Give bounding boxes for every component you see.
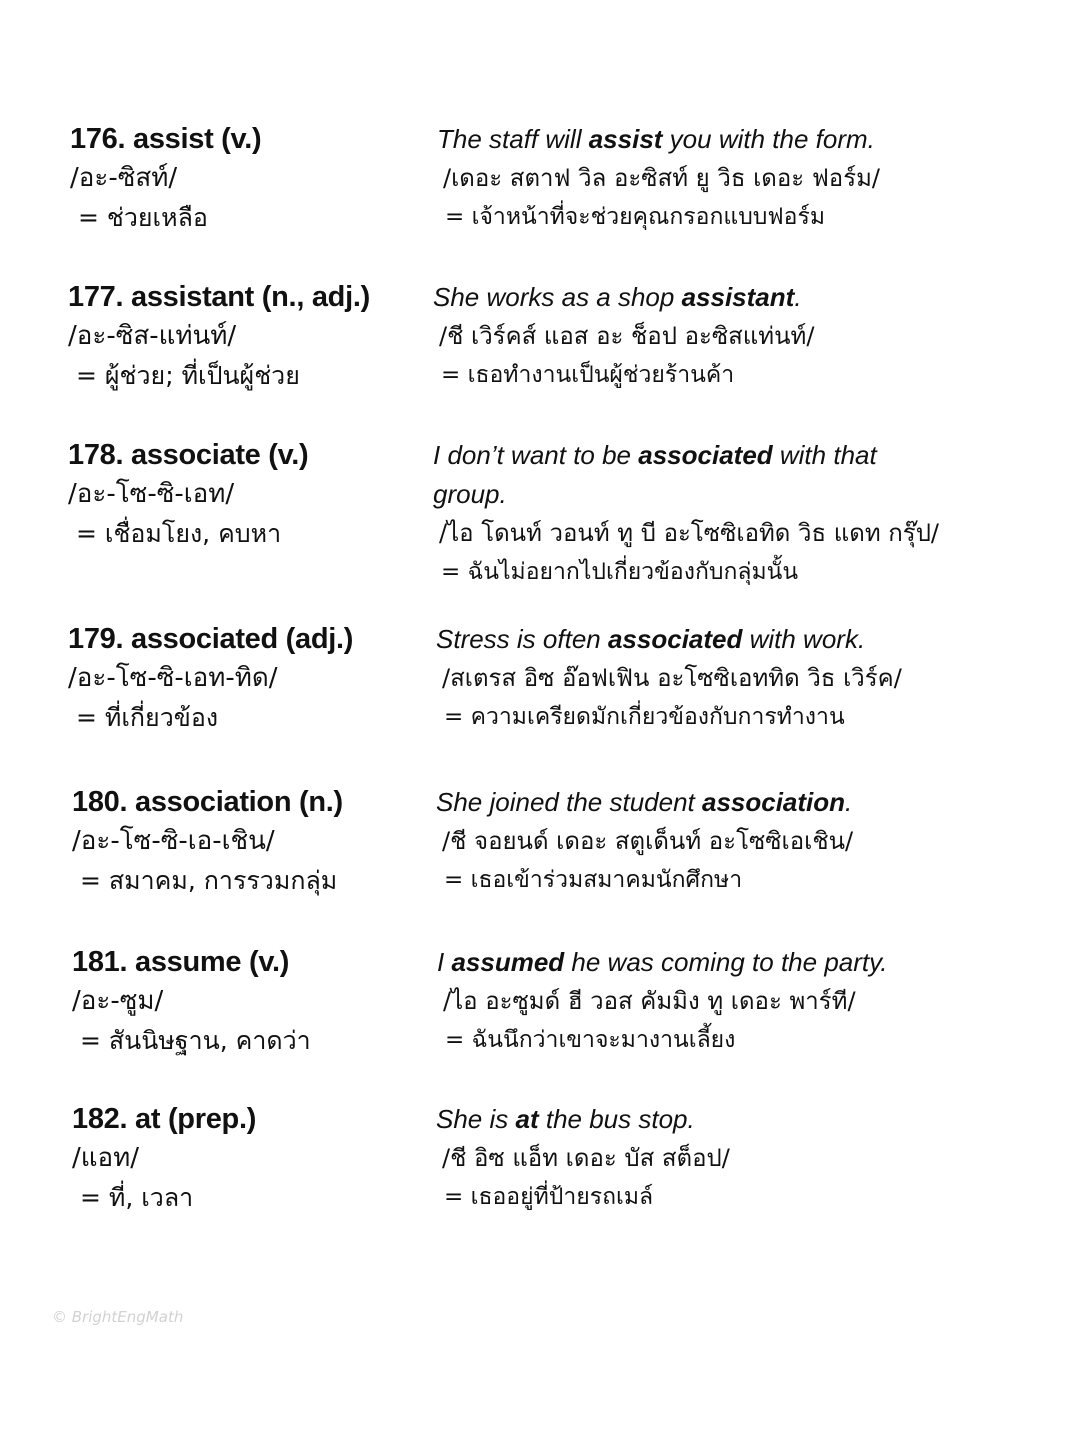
example-sentence: She joined the student association. (436, 787, 853, 817)
word-column (72, 1100, 412, 1218)
headword: 182. at (prep.) (72, 1103, 257, 1135)
example-pronunciation: /ชี จอยนด์ เดอะ สตูเด็นท์ อะโซซิเอเชิน/ (442, 827, 854, 855)
example-sentence: I don’t want to be associated with that group. (433, 440, 877, 509)
example-sentence: She is at the bus stop. (436, 1104, 695, 1134)
example-meaning: = เธอทำงานเป็นผู้ช่วยร้านค้า (441, 362, 735, 388)
word-column (72, 943, 412, 1061)
example-meaning: = ฉันนึกว่าเขาจะมางานเลี้ยง (445, 1027, 736, 1053)
example-column (436, 783, 996, 899)
meaning: = ผู้ช่วย; ที่เป็นผู้ช่วย (76, 361, 300, 390)
example-column (433, 278, 993, 394)
example-column (437, 120, 997, 236)
headword: 180. association (n.) (72, 786, 343, 818)
highlighted-word: association (701, 787, 846, 817)
highlighted-word: assistant (681, 282, 795, 312)
example-column (433, 436, 953, 591)
meaning: = ที่, เวลา (80, 1183, 194, 1212)
example-pronunciation: /ไอ โดนท์ วอนท์ ทู บี อะโซซิเอทิด วิธ แดท กรุ๊ป/ (439, 519, 940, 547)
meaning: = ที่เกี่ยวข้อง (76, 703, 219, 732)
highlighted-word: assist (588, 124, 663, 154)
headword: 179. associated (adj.) (68, 623, 354, 655)
watermark: © BrightEngMath (52, 1308, 184, 1326)
meaning: = เชื่อมโยง, คบหา (76, 519, 282, 548)
word-column (68, 278, 408, 396)
pronunciation: /อะ-โซ-ซิ-เอท/ (68, 479, 235, 509)
headword: 176. assist (v.) (70, 123, 262, 155)
meaning: = สมาคม, การรวมกลุ่ม (80, 866, 338, 895)
example-pronunciation: /ไอ อะซูมด์ ฮี วอส คัมมิง ทู เดอะ พาร์ที/ (443, 987, 856, 1015)
example-column (436, 620, 996, 736)
word-column (68, 436, 408, 554)
pronunciation: /แอท/ (72, 1143, 140, 1173)
meaning: = ช่วยเหลือ (78, 203, 208, 232)
word-column (72, 783, 412, 901)
example-pronunciation: /ชี อิซ แอ็ท เดอะ บัส สต็อป/ (442, 1144, 730, 1172)
example-sentence: She works as a shop assistant. (433, 282, 802, 312)
example-meaning: = เจ้าหน้าที่จะช่วยคุณกรอกแบบฟอร์ม (445, 204, 826, 230)
example-meaning: = เธอเข้าร่วมสมาคมนักศึกษา (444, 867, 743, 893)
example-meaning: = เธออยู่ที่ป้ายรถเมล์ (444, 1184, 654, 1210)
pronunciation: /อะ-ซิสท์/ (70, 163, 178, 193)
example-meaning: = ฉันไม่อยากไปเกี่ยวข้องกับกลุ่มนั้น (441, 559, 799, 585)
pronunciation: /อะ-โซ-ซิ-เอ-เชิน/ (72, 826, 275, 856)
headword: 181. assume (v.) (72, 946, 290, 978)
example-column (437, 943, 997, 1059)
pronunciation: /อะ-ซูม/ (72, 986, 164, 1016)
example-sentence: The staff will assist you with the form. (437, 124, 875, 154)
headword: 177. assistant (n., adj.) (68, 281, 370, 313)
meaning: = สันนิษฐาน, คาดว่า (80, 1026, 311, 1055)
example-sentence: I assumed he was coming to the party. (437, 947, 888, 977)
highlighted-word: assumed (451, 947, 565, 977)
highlighted-word: associated (607, 624, 743, 654)
highlighted-word: associated (638, 440, 773, 470)
example-pronunciation: /ชี เวิร์คส์ แอส อะ ช็อป อะซิสแท่นท์/ (439, 322, 815, 350)
pronunciation: /อะ-ซิส-แท่นท์/ (68, 321, 237, 351)
headword: 178. associate (v.) (68, 439, 309, 471)
word-column (68, 620, 408, 738)
example-sentence: Stress is often associated with work. (436, 624, 866, 654)
pronunciation: /อะ-โซ-ซิ-เอท-ทิด/ (68, 663, 278, 693)
highlighted-word: at (515, 1104, 539, 1134)
example-pronunciation: /เดอะ สตาฟ วิล อะซิสท์ ยู วิธ เดอะ ฟอร์ม/ (443, 164, 881, 192)
word-column (70, 120, 410, 238)
example-meaning: = ความเครียดมักเกี่ยวข้องกับการทำงาน (444, 704, 845, 730)
example-column (436, 1100, 996, 1216)
example-pronunciation: /สเตรส อิซ อ๊อฟเฟิน อะโซซิเอททิด วิธ เวิร์ค/ (442, 664, 902, 692)
